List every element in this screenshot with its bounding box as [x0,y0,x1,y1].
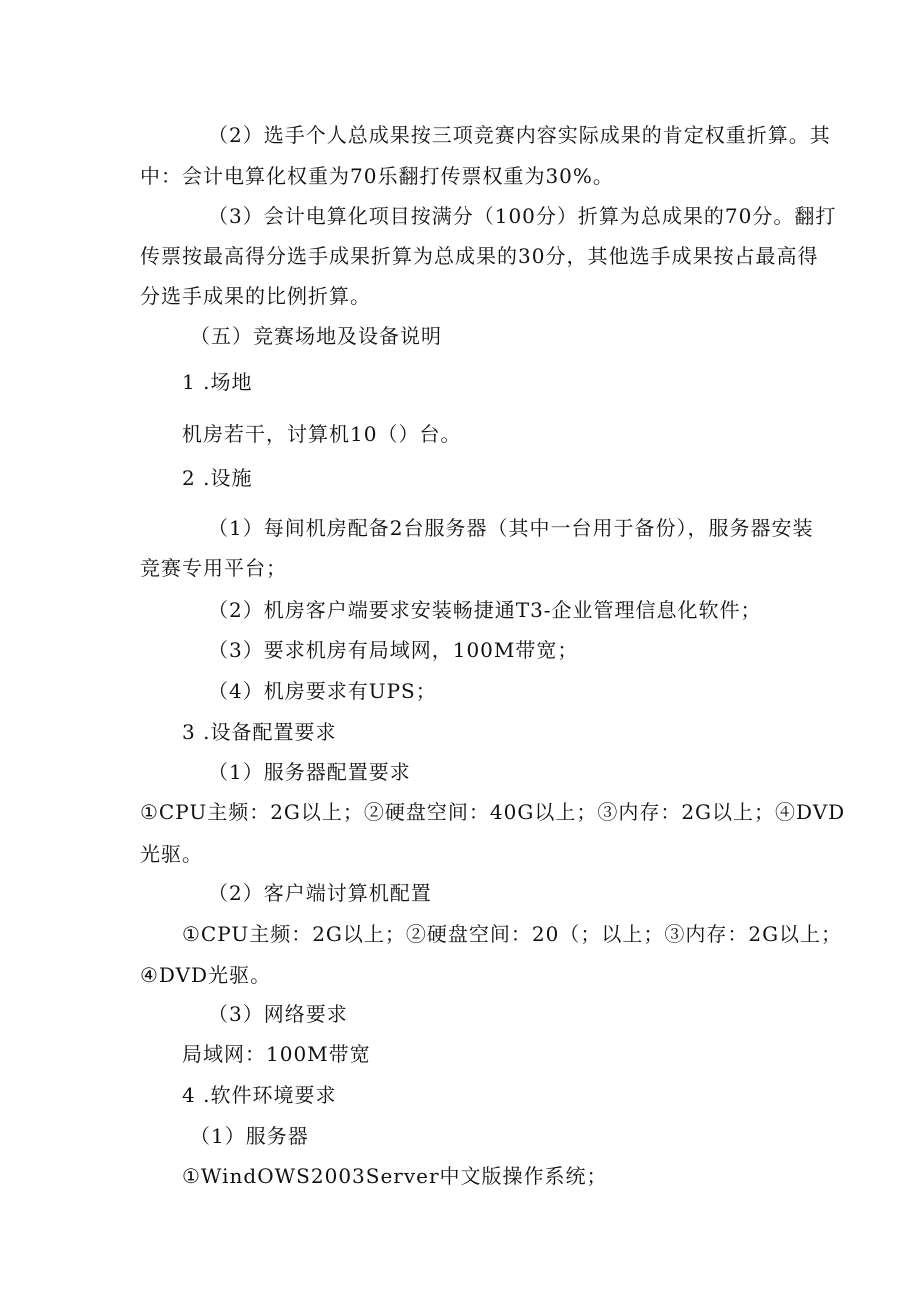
subheading-facilities: 2 .设施 [182,466,253,490]
section-heading-venue-equipment: （五）竞赛场地及设备说明 [190,324,442,348]
scoring-rule-3-line-3: 分选手成果的比例折算。 [140,284,371,308]
scoring-rule-3-line-1: （3）会计电算化项目按满分（100分）折算为总成果的70分。翻打 [208,204,837,228]
server-config-line-2: 光驱。 [140,842,203,866]
facility-item-4: （4）机房要求有UPS； [208,679,437,703]
subheading-equipment-config: 3 .设备配置要求 [182,720,337,744]
venue-text: 机房若干，讨算机10（）台。 [182,422,462,446]
client-config-heading: （2）客户端讨算机配置 [208,881,432,905]
subheading-software-env: 4 .软件环境要求 [182,1083,337,1107]
facility-item-3: （3）要求机房有局域网，100M带宽； [208,638,579,662]
facility-item-1-line-1: （1）每间机房配备2台服务器（其中一台用于备份），服务器安装 [208,516,814,540]
client-config-line-1: ①CPU主频：2G以上；②硬盘空间：20（；以上；③内存：2G以上； [182,922,843,946]
network-text: 局域网：100M带宽 [182,1042,371,1066]
server-config-line-1: ①CPU主频：2G以上；②硬盘空间：40G以上；③内存：2G以上；④DVD [140,800,846,824]
client-config-line-2: ④DVD光驱。 [140,963,272,987]
server-software-heading: （1）服务器 [190,1124,309,1148]
scoring-rule-2-line-2: 中：会计电算化权重为70乐翻打传票权重为30%。 [140,164,614,188]
server-config-heading: （1）服务器配置要求 [208,760,411,784]
facility-item-2: （2）机房客户端要求安装畅捷通T3-企业管理信息化软件； [208,598,762,622]
scoring-rule-2-line-1: （2）选手个人总成果按三项竞赛内容实际成果的肯定权重折算。其 [208,123,831,147]
network-heading: （3）网络要求 [208,1002,348,1026]
server-software-item-1: ①WindOWS2003Server中文版操作系统； [182,1164,608,1188]
facility-item-1-line-2: 竞赛专用平台； [140,556,287,580]
subheading-venue: 1 .场地 [182,370,253,394]
scoring-rule-3-line-2: 传票按最高得分选手成果折算为总成果的30分，其他选手成果按占最高得 [140,244,819,268]
